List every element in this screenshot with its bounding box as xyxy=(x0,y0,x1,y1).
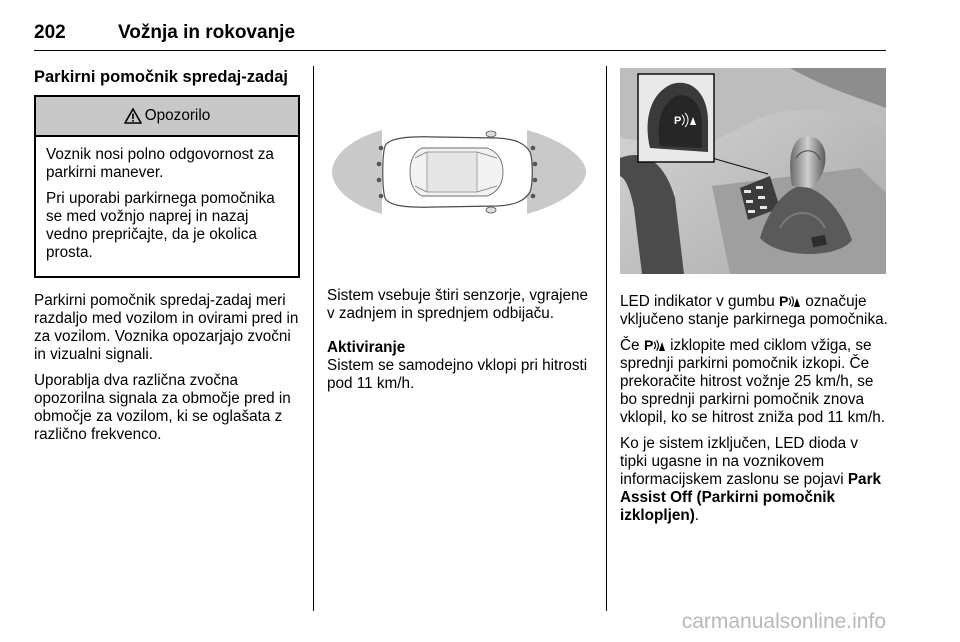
warning-paragraph-1: Voznik nosi polno odgovornost za parkirni manever. xyxy=(46,146,274,181)
body-paragraph-1: Parkirni pomočnik spredaj-zadaj meri razdaljo med vozilom in ovirami pred in za vozilom. Voznika opozarjajo zvočni in vizualni signali. xyxy=(34,292,299,363)
svg-text:P: P xyxy=(643,338,654,352)
button-label-p: P xyxy=(674,115,682,127)
svg-text:P: P xyxy=(779,294,789,308)
column-divider-1 xyxy=(313,66,314,611)
warning-triangle-icon xyxy=(124,108,142,124)
led-off-text: Ko je sistem izključen, LED dioda v tipki ugasne in na voznikovem informacijskem zaslonu se pojavi xyxy=(620,435,859,488)
body-paragraph-5 xyxy=(620,293,888,329)
section-title: Parkirni pomočnik spredaj-zadaj xyxy=(34,68,288,86)
column-2 xyxy=(327,287,599,401)
led-text-b: označuje vključeno stanje parkirnega pomočnika. xyxy=(620,293,888,328)
sensor-zones-figure xyxy=(327,68,593,274)
body-paragraph-3: Sistem vsebuje štiri senzorje, vgrajene v zadnjem in sprednjem odbijaču. xyxy=(327,287,589,322)
warning-paragraph-2: Pri uporabi parkirnega pomočnika se med vožnjo naprej in nazaj vedno prepričajte, da je okolica prosta. xyxy=(46,190,275,261)
body-paragraph-2: Uporablja dva različna zvočna opozorilna signala za območje pred in območje za vozilom, ki se oglašata z različno frekvenco. xyxy=(34,372,291,443)
watermark: carmanualsonline.info xyxy=(681,610,886,633)
body-paragraph-6 xyxy=(620,337,888,427)
header-divider xyxy=(34,50,886,51)
subheading-aktiviranje: Aktiviranje xyxy=(327,339,406,356)
park-assist-icon xyxy=(644,338,666,352)
page-number: 202 xyxy=(34,22,66,43)
body-paragraph-4: Sistem se samodejno vklopi pri hitrosti pod 11 km/h. xyxy=(327,357,588,392)
switch-off-text-a: Če xyxy=(620,337,640,354)
switch-off-text-b: izklopite med ciklom vžiga, se sprednji parkirni pomočnik izkopi. Če prekoračite hitrost vožnje 25 km/h, se bo sprednji parkirni pomočnik znova vklopil, ko se hitrost zniža pod 11 km/h. xyxy=(620,337,885,426)
park-assist-icon xyxy=(779,294,801,308)
period: . xyxy=(694,507,700,524)
warning-header xyxy=(36,97,298,137)
column-3 xyxy=(620,293,888,533)
warning-box xyxy=(34,95,300,278)
warning-body xyxy=(36,137,298,276)
park-assist-button-figure xyxy=(620,68,886,274)
column-1 xyxy=(34,67,302,452)
chapter-title: Vožnja in rokovanje xyxy=(118,22,296,43)
warning-label: Opozorilo xyxy=(144,107,211,124)
body-paragraph-7 xyxy=(620,435,888,525)
page-header xyxy=(34,22,886,50)
park-assist-off-message: Park Assist Off (Parkirni pomočnik izklopljen) xyxy=(620,471,882,524)
led-text-a: LED indikator v gumbu xyxy=(620,293,775,310)
column-divider-2 xyxy=(606,66,607,611)
